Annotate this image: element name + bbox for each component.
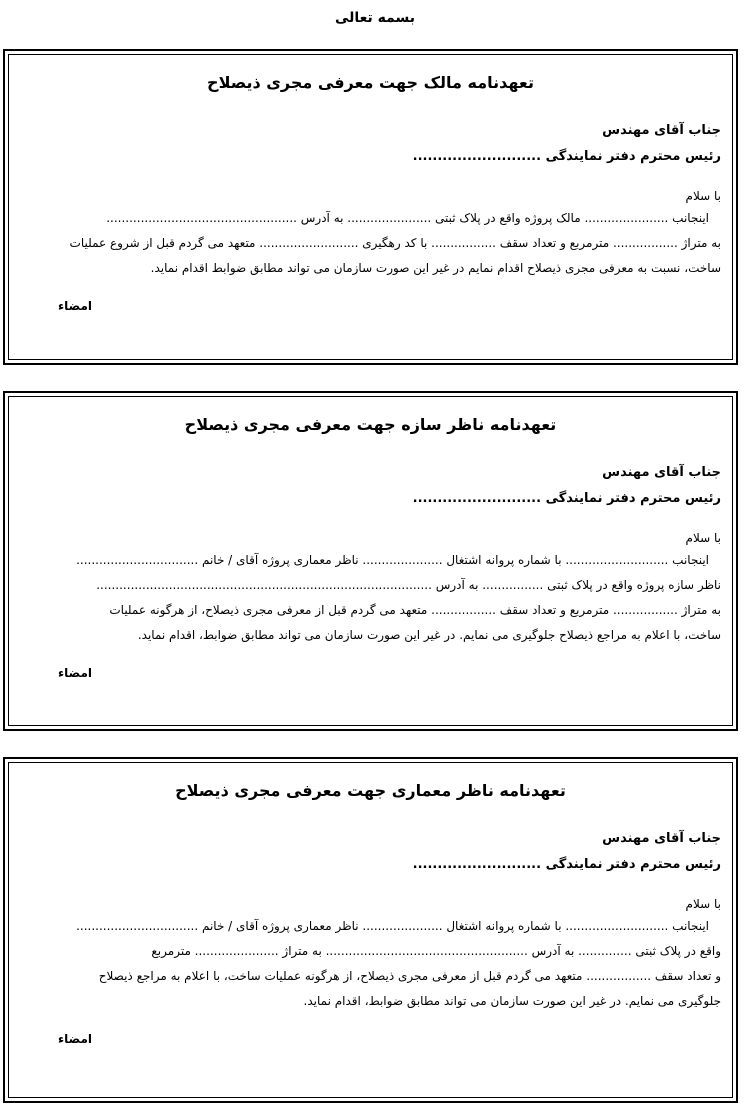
signature-label: امضاء — [57, 299, 92, 313]
body-line: اینجانب ........................... با شماره پروانه اشتغال ..................... ناظر معماری پروژه آقای / خانم ................................ — [76, 919, 709, 933]
body-line: ساخت، با اعلام به مراجع ذیصلاح جلوگیری می نمایم. در غیر این صورت سازمان می تواند مطابق ضوابط، اقدام نماید. — [137, 628, 721, 642]
body-line: واقع در پلاک ثبتی .............. به آدرس ..................................................... به متراژ ...................... مترمربع — [151, 944, 721, 958]
salutation-line-2: رئیس محترم دفتر نمایندگی .......................... — [412, 491, 721, 506]
form-inner-frame — [8, 396, 733, 726]
body-line: و تعداد سقف ................. متعهد می گردم قبل از معرفی مجری ذیصلاح، از هرگونه عملیات ساخت، با اعلام به مراجع ذیصلاح — [98, 969, 721, 983]
greeting: با سلام — [685, 897, 721, 911]
form-body — [9, 206, 732, 281]
form-title: تعهدنامه مالک جهت معرفی مجری ذیصلاح — [207, 73, 534, 92]
form-inner-frame — [8, 762, 733, 1098]
signature-label: امضاء — [57, 666, 92, 680]
salutation-line-2: رئیس محترم دفتر نمایندگی .......................... — [412, 149, 721, 164]
salutation-line-1: جناب آقای مهندس — [602, 831, 721, 846]
form-body — [9, 548, 732, 648]
form-title: تعهدنامه ناظر معماری جهت معرفی مجری ذیصلاح — [175, 781, 566, 800]
form-body — [9, 914, 732, 1014]
body-line: جلوگیری می نمایم. در غیر این صورت سازمان می تواند مطابق ضوابط، اقدام نماید. — [303, 994, 721, 1008]
body-line: ناظر سازه پروژه واقع در پلاک ثبتی ................ به آدرس ........................................................................................ — [96, 578, 721, 592]
body-line: ساخت، نسبت به معرفی مجری ذیصلاح اقدام نمایم در غیر این صورت سازمان می تواند مطابق ضوابط اقدام نماید. — [150, 261, 721, 275]
salutation-line-2: رئیس محترم دفتر نمایندگی .......................... — [412, 857, 721, 872]
greeting: با سلام — [685, 531, 721, 545]
salutation-line-1: جناب آقای مهندس — [602, 465, 721, 480]
owner-commitment-form — [3, 49, 738, 365]
form-title: تعهدنامه ناظر سازه جهت معرفی مجری ذیصلاح — [184, 415, 557, 434]
structural-supervisor-commitment-form — [3, 391, 738, 731]
body-line: به متراژ ................. مترمربع و تعداد سقف ................. متعهد می گردم قبل از معرفی مجری ذیصلاح، از هرگونه عملیات — [109, 603, 721, 617]
signature-label: امضاء — [57, 1032, 92, 1046]
form-inner-frame — [8, 54, 733, 360]
body-line: اینجانب ........................... با شماره پروانه اشتغال ..................... ناظر معماری پروژه آقای / خانم ................................ — [76, 553, 709, 567]
page-header-title: بسمه تعالی — [334, 10, 416, 26]
salutation-line-1: جناب آقای مهندس — [602, 123, 721, 138]
greeting: با سلام — [685, 189, 721, 203]
body-line: اینجانب ...................... مالک پروژه واقع در پلاک ثبتی ...................... به آدرس .................................................. — [106, 211, 709, 225]
body-line: به متراژ ................. مترمربع و تعداد سقف ................. با کد رهگیری .......................... متعهد می گردم قبل از شروع عملیات — [69, 236, 721, 250]
architectural-supervisor-commitment-form — [3, 757, 738, 1103]
